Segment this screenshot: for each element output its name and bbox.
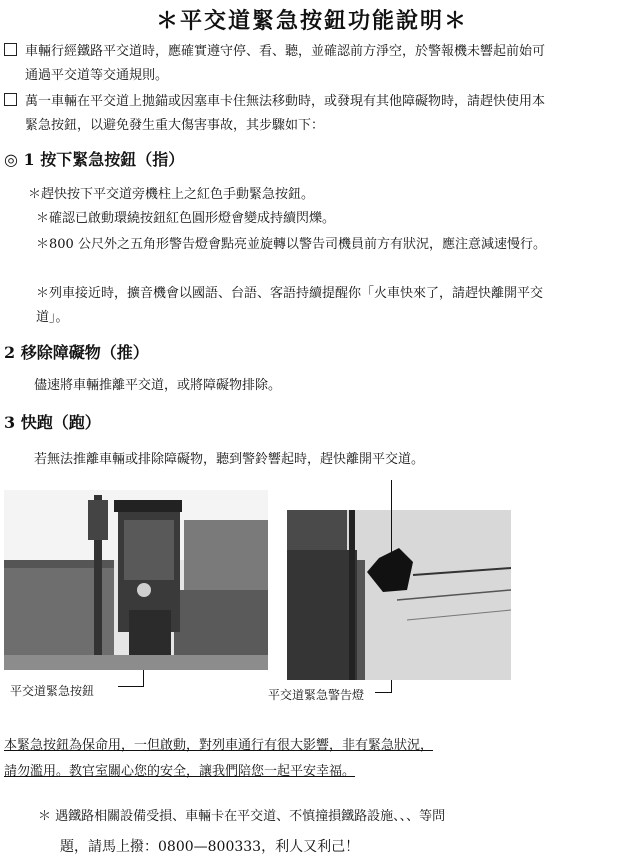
notice-text: 請勿濫用。教官室關心您的安全，讓我們陪您一起平安幸福。 xyxy=(4,764,356,779)
step2-heading: 2 移除障礙物（推） xyxy=(4,343,149,362)
step1-bullet: ＊趕快按下平交道旁機柱上之紅色手動緊急按鈕。 xyxy=(28,187,315,202)
caption-leader-line xyxy=(143,670,144,686)
step1-bullet: ＊列車接近時，擴音機會以國語、台語、客語持續提醒你「火車快來了，請趕快離開平交道」。 xyxy=(36,286,544,325)
step1-bullet: ＊800 公尺外之五角形警告燈會點亮並旋轉以警告司機員前方有狀況，應注意減速慢行。 xyxy=(36,237,546,252)
warning-lamp-photo xyxy=(287,510,511,680)
step1-heading: ◎ 1 按下緊急按鈕（指） xyxy=(4,150,185,169)
step1-bullet: ＊確認已啟動環繞按鈕紅色圓形燈會變成持續閃爍。 xyxy=(36,211,336,226)
caption-leader-line xyxy=(118,686,144,687)
notice-line-1 xyxy=(4,733,544,759)
step3-heading: 3 快跑（跑） xyxy=(4,413,101,432)
step3-body: 若無法推離車輛或排除障礙物，聽到警鈴響起時，趕快離開平交道。 xyxy=(34,452,425,467)
checkbox-square-icon xyxy=(4,93,17,106)
caption-leader-line xyxy=(391,480,392,560)
footer-line-2: 題，請馬上撥：0800—800333，利人又利己！ xyxy=(60,839,360,855)
emergency-button-photo xyxy=(4,490,268,670)
intro-text: 萬一車輛在平交道上拋錨或因塞車卡住無法移動時，或發現有其他障礙物時，請趕快使用本緊急按鈕，以避免發生重大傷害事故，其步驟如下： xyxy=(25,94,546,133)
intro-item-1 xyxy=(4,40,564,88)
intro-text: 車輛行經鐵路平交道時，應確實遵守停、看、聽，並確認前方淨空，於警報機未響起前始可通過平交道等交通規則。 xyxy=(25,44,546,83)
checkbox-square-icon xyxy=(4,43,17,56)
page-title: ＊平交道緊急按鈕功能說明＊ xyxy=(155,8,468,34)
caption-leader-line xyxy=(375,692,392,693)
step2-body: 儘速將車輛推離平交道，或將障礙物排除。 xyxy=(34,378,282,393)
intro-item-2 xyxy=(4,90,564,138)
footer-line-1: ＊ 遇鐵路相關設備受損、車輛卡在平交道、不慎撞損鐵路設施、、、等問 xyxy=(38,809,446,824)
notice-line-2 xyxy=(4,759,544,785)
caption-emergency-button: 平交道緊急按鈕 xyxy=(10,684,95,698)
caption-warning-lamp: 平交道緊急警告燈 xyxy=(268,688,365,702)
notice-text: 本緊急按鈕為保命用，一但啟動，對列車通行有很大影響，非有緊急狀況， xyxy=(4,738,434,753)
caption-leader-line xyxy=(391,680,392,692)
